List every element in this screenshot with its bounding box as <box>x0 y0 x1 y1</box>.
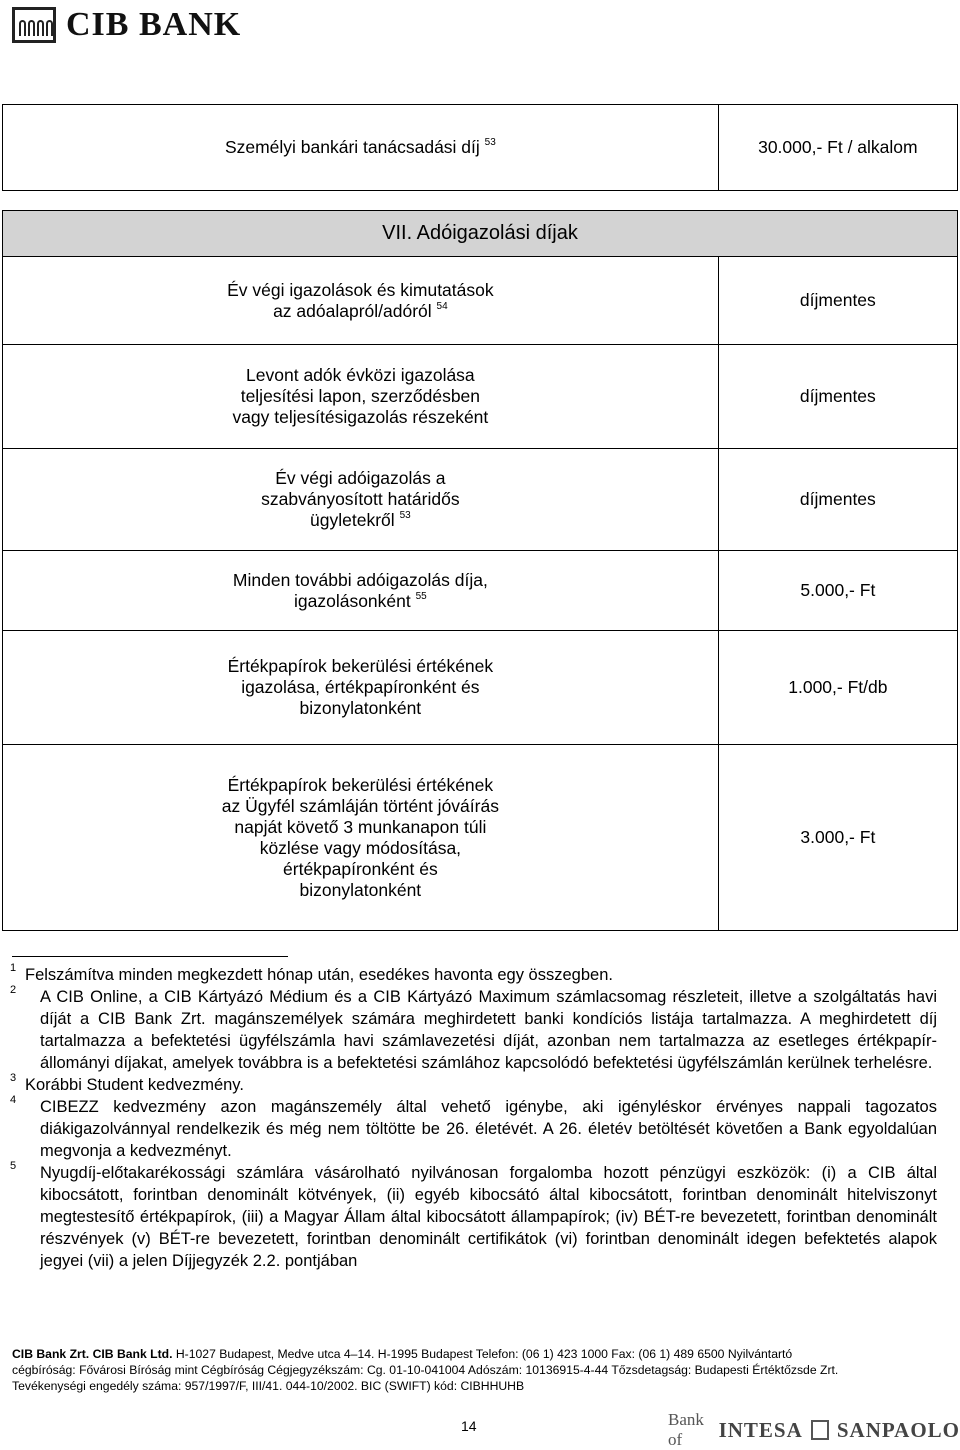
fee-description: Értékpapírok bekerülési értékének igazolása, értékpapíronként és bizonylatonként <box>3 631 719 745</box>
fee-value: 1.000,- Ft/db <box>718 631 957 745</box>
advisory-fee-table <box>2 104 958 191</box>
footnote-ref: 53 <box>399 510 411 521</box>
fee-row <box>3 345 958 449</box>
footnote-text: A CIB Online, a CIB Kártyázó Médium és a CIB Kártyázó Maximum számlacsomag részleteit, illetve a szolgáltatás havi díját a CIB Bank Zrt. magánszemélyek számára meghirdetett banki kondíciós listája tartalmazza. A meghirdetett díj tartalmazza a befektetési ügyfélszámla havi számlavezetési díját, azonban nem tartalmazza az esetleges értékpapír-állományi díjakat, amelyek továbbra is a befektetési számlához kapcsolódó befektetési ügyfélszámlán kerülnek terhelésre. <box>40 988 937 1072</box>
footnote-item <box>10 986 937 1074</box>
footnote-item <box>10 1096 937 1162</box>
fee-description: Minden további adóigazolás díja, igazolásonként $^{55}$ <box>3 551 719 631</box>
fee-value: díjmentes <box>718 449 957 551</box>
intesa-sanpaolo-logo: Bank of INTESA SANPAOLO <box>668 1410 960 1449</box>
fee-row <box>3 551 958 631</box>
tax-certificate-fee-table <box>2 210 958 931</box>
fee-description: Értékpapírok bekerülési értékének az Ügyfél számláján történt jóváírás napját követő 3 munkanapon túli közlése vagy módosítása, értékpapíronként és bizonylatonként <box>3 745 719 931</box>
footnote-item <box>10 1074 937 1096</box>
fee-value: 5.000,- Ft <box>718 551 957 631</box>
fee-row <box>3 449 958 551</box>
advisory-fee-value: 30.000,- Ft / alkalom <box>718 105 957 191</box>
footnote-number: 3 <box>10 1072 17 1084</box>
fee-row <box>3 631 958 745</box>
footnote-text: Korábbi Student kedvezmény. <box>25 1076 244 1094</box>
fee-value: díjmentes <box>718 345 957 449</box>
footnote-ref: 54 <box>436 300 448 312</box>
fee-value: 3.000,- Ft <box>718 745 957 931</box>
footnote-number: 4 <box>10 1094 17 1106</box>
section-title: VII. Adóigazolási díjak <box>3 211 958 257</box>
footer-line-2: cégbíróság: Fővárosi Bíróság mint Cégbíróság Cégjegyzékszám: Cg. 01-10-041004 Adószám: 10136915-4-44 Tőzsdetagság: Budapesti Értéktőzsde Zrt. <box>12 1363 839 1377</box>
logo-text: CIB BANK <box>66 6 242 43</box>
footer-line-3: Tevékenységi engedély száma: 957/1997/F, III/41. 044-10/2002. BIC (SWIFT) kód: CIBHHUHB <box>12 1379 525 1393</box>
fee-row <box>3 257 958 345</box>
fee-value: díjmentes <box>718 257 957 345</box>
company-footer <box>12 1346 952 1394</box>
footnote-item <box>10 964 937 986</box>
bank-building-icon <box>12 7 56 43</box>
footnote-text: Felszámítva minden megkezdett hónap után, esedékes havonta egy összegben. <box>25 966 613 984</box>
footnote-text: CIBEZZ kedvezmény azon magánszemély által vehető igénybe, aki igényléskor érvényes nappali tagozatos diákigazolvánnyal rendelkezik és még nem töltötte be 26. életévét. A 26. életév betöltését követően a Bank egyoldalúan megvonja a kedvezményt. <box>40 1098 937 1160</box>
fee-description: Levont adók évközi igazolása teljesítési lapon, szerződésben vagy teljesítésigazolás részeként <box>3 345 719 449</box>
fee-row <box>3 745 958 931</box>
footnote-number: 5 <box>10 1160 17 1172</box>
footnote-ref: 55 <box>415 590 427 602</box>
fee-description: Év végi igazolások és kimutatások az adóalapról/adóról $^{54}$ <box>3 257 719 345</box>
cib-bank-logo <box>12 5 241 45</box>
footnote-item <box>10 1162 937 1272</box>
footnotes <box>10 964 937 1272</box>
footer-line-1: CIB Bank Zrt. CIB Bank Ltd. H-1027 Budapest, Medve utca 4–14. H-1995 Budapest Telefon: (06 1) 423 1000 Fax: (06 1) 489 6500 Nyilvántartó <box>12 1347 793 1361</box>
advisory-fee-label: Személyi bankári tanácsadási díj $^{53}$ <box>3 105 719 191</box>
footnote-number: 2 <box>10 984 17 996</box>
fee-description: Év végi adóigazolás a szabványosított határidős ügyletekről $^{53}$ <box>3 449 719 551</box>
footnote-number: 1 <box>10 962 17 974</box>
footnote-divider <box>12 956 288 957</box>
page-number: 14 <box>461 1418 477 1434</box>
footnote-text: Nyugdíj-előtakarékossági számlára vásárolható nyilvánosan forgalomba hozott pénzügyi eszközök: (i) a CIB által kibocsátott, forintban denominált kötvények, (ii) egyéb kibocsátó által kibocsátott, forintban denominált hitelviszonyt megtestesítő értékpapírok, (iii) a Magyar Állam által kibocsátott állampapírok; (iv) BÉT-re bevezetett, forintban denominált részvények (v) BÉT-re bevezetett, forintban denominált certifikátok (vi) forintban denominált idegen befektetés alapok jegyei (vii) a jelen Díjjegyzék 2.2. pontjában <box>40 1164 937 1270</box>
intesa-mark-icon <box>811 1420 829 1440</box>
